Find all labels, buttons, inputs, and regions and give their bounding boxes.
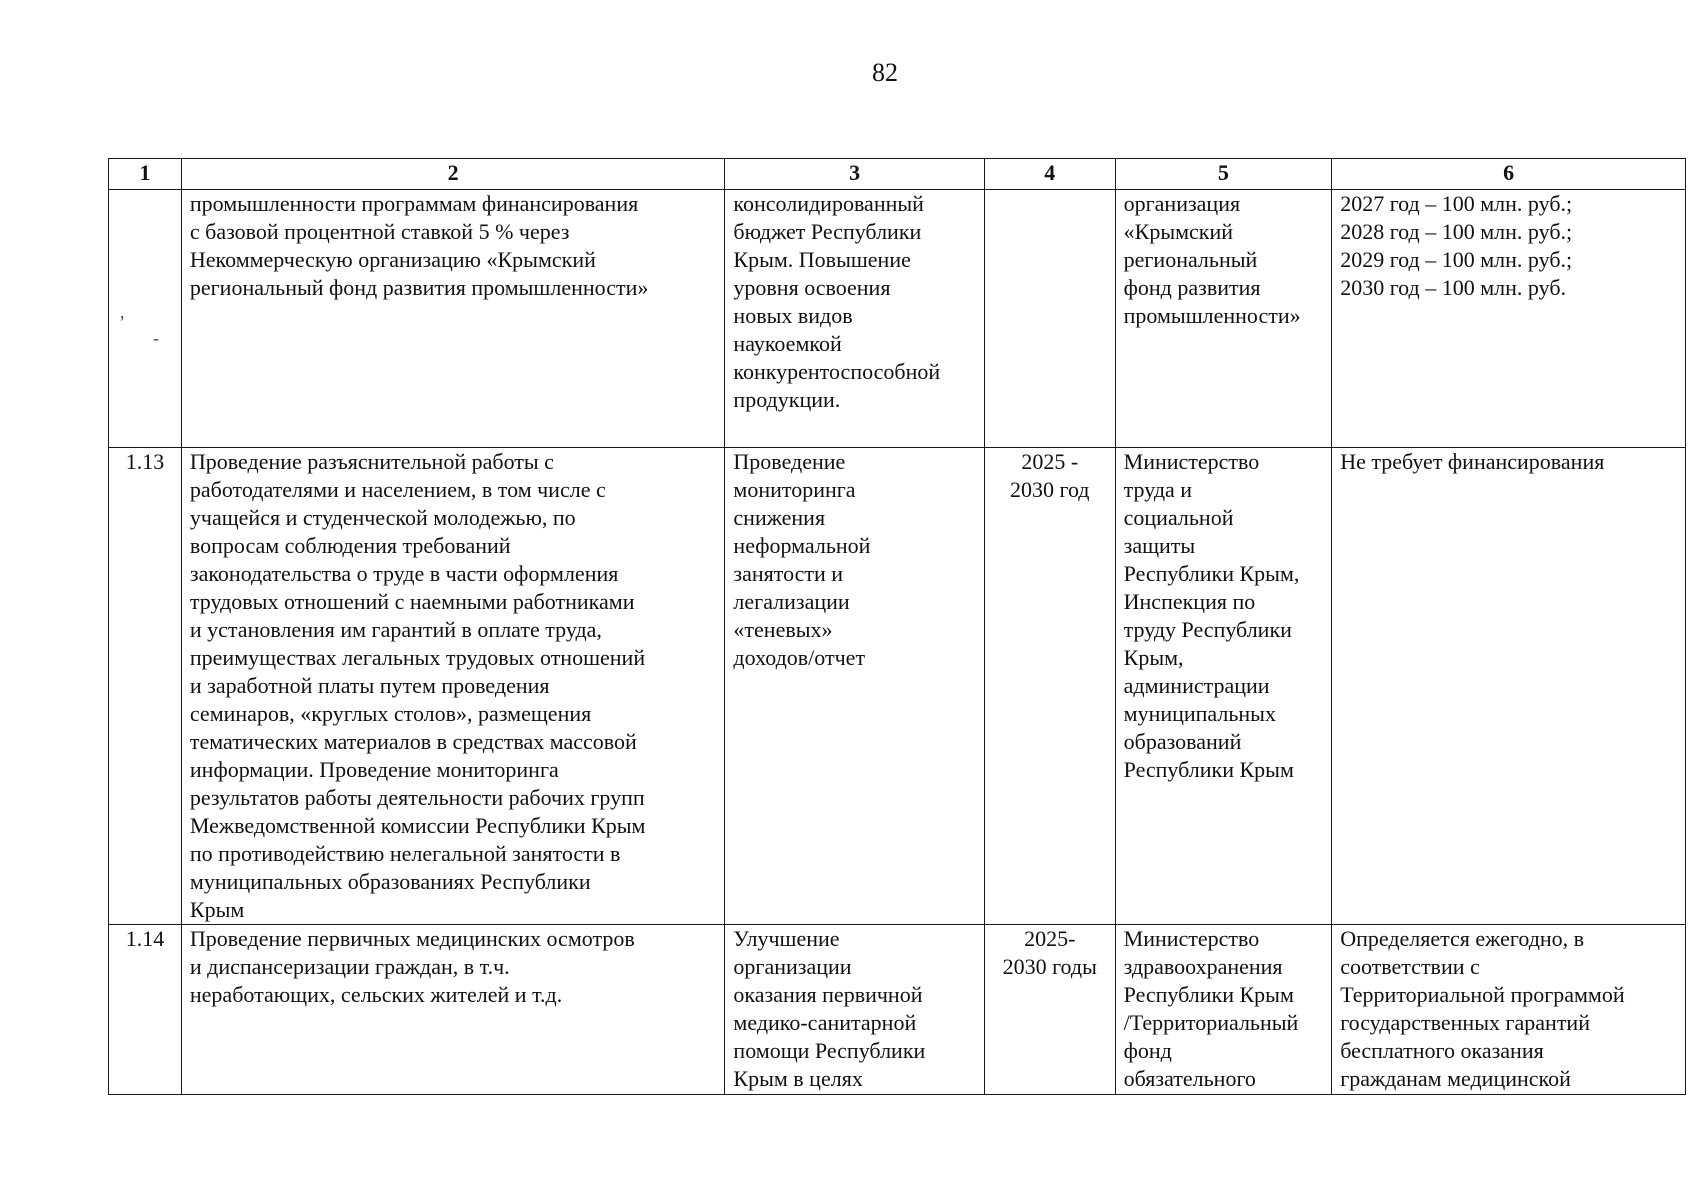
period-cell: 2025 - 2030 год xyxy=(984,448,1115,925)
result-cell: консолидированный бюджет Республики Крым. Повышение уровня освоения новых видов наукоемкой конкурентоспособной продукции. xyxy=(725,190,984,448)
scan-mark: - xyxy=(153,328,159,348)
executor-cell: организация «Крымский региональный фонд развития промышленности» xyxy=(1115,190,1332,448)
table-row xyxy=(109,925,1686,1095)
column-header: 4 xyxy=(984,159,1115,190)
table-row xyxy=(109,190,1686,448)
row-number: 1.13 xyxy=(109,448,182,925)
measure-cell: промышленности программам финансирования с базовой процентной ставкой 5 % через Некоммерческую организацию «Крымский региональный фонд развития промышленности» xyxy=(181,190,725,448)
executor-cell: Министерство здравоохранения Республики Крым /Территориальный фонд обязательного xyxy=(1115,925,1332,1095)
result-cell: Проведение мониторинга снижения неформальной занятости и легализации «теневых» доходов/отчет xyxy=(725,448,984,925)
table-row xyxy=(109,448,1686,925)
column-header: 5 xyxy=(1115,159,1332,190)
column-header: 2 xyxy=(181,159,725,190)
period-cell: 2025- 2030 годы xyxy=(984,925,1115,1095)
result-cell: Улучшение организации оказания первичной медико-санитарной помощи Республики Крым в целях xyxy=(725,925,984,1095)
executor-cell: Министерство труда и социальной защиты Республики Крым, Инспекция по труду Республики Крым, администрации муниципальных образований Республики Крым xyxy=(1115,448,1332,925)
funding-cell: 2027 год – 100 млн. руб.; 2028 год – 100 млн. руб.; 2029 год – 100 млн. руб.; 2030 год – 100 млн. руб. xyxy=(1332,190,1686,448)
column-header: 1 xyxy=(109,159,182,190)
column-header: 3 xyxy=(725,159,984,190)
measure-cell: Проведение первичных медицинских осмотров и диспансеризации граждан, в т.ч. неработающих, сельских жителей и т.д. xyxy=(181,925,725,1095)
measures-table xyxy=(108,158,1686,1095)
column-header: 6 xyxy=(1332,159,1686,190)
period-cell xyxy=(984,190,1115,448)
funding-cell: Не требует финансирования xyxy=(1332,448,1686,925)
page-number: 82 xyxy=(872,58,898,87)
funding-cell: Определяется ежегодно, в соответствии с Территориальной программой государственных гарантий бесплатного оказания гражданам медицинской xyxy=(1332,925,1686,1095)
table-header-row xyxy=(109,159,1686,190)
measure-cell: Проведение разъяснительной работы с работодателями и населением, в том числе с учащейся и студенческой молодежью, по вопросам соблюдения требований законодательства о труде в части оформления трудовых отношений с наемными работниками и установления им гарантий в оплате труда, преимуществах легальных трудовых отношений и заработной платы путем проведения семинаров, «круглых столов», размещения тематических материалов в средствах массовой информации. Проведение мониторинга результатов работы деятельности рабочих групп Межведомственной комиссии Республики Крым по противодействию нелегальной занятости в муниципальных образованиях Республики Крым xyxy=(181,448,725,925)
scan-mark: ʼ xyxy=(119,312,125,332)
row-number: 1.14 xyxy=(109,925,182,1095)
